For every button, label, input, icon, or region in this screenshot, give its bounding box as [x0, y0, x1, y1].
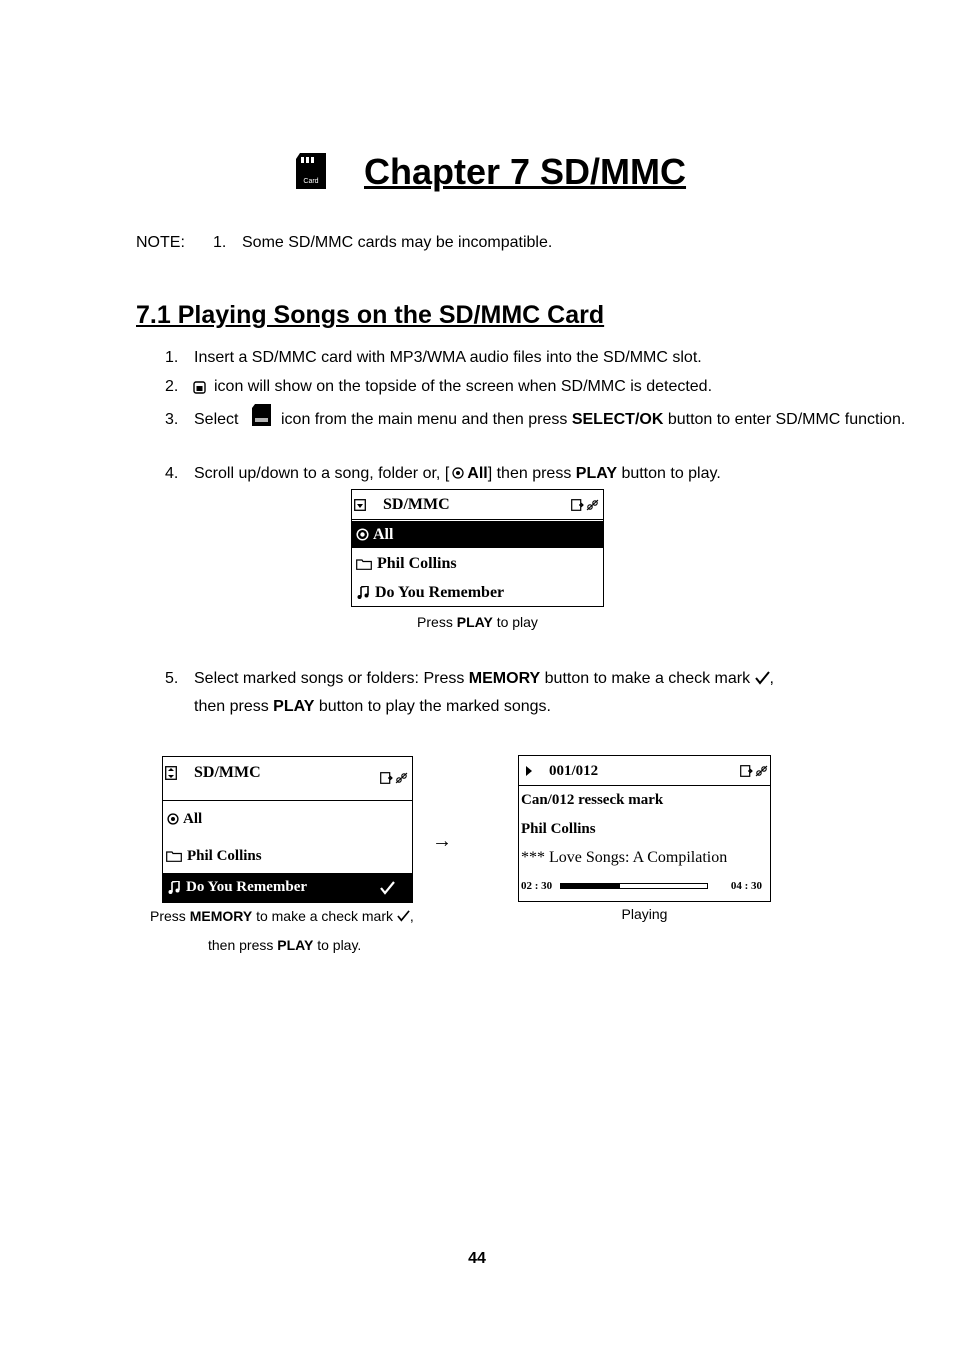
lcd-item-label: All — [373, 525, 394, 543]
note-text: Some SD/MMC cards may be incompatible. — [242, 234, 553, 251]
lcd-header — [163, 759, 412, 787]
step-3-text: icon from the main menu and then press SELECT/OK button to enter SD/MMC function. — [281, 411, 906, 428]
lcd-item-all[interactable] — [163, 807, 412, 831]
lcd-item-all[interactable] — [352, 521, 603, 548]
lcd-screen-browse — [351, 489, 604, 607]
target-icon — [452, 467, 464, 479]
repeat-indicator-icon — [395, 772, 408, 784]
screen2-caption-line1: Press MEMORY to make a check mark , — [150, 908, 414, 924]
lcd-item-label: Do You Remember — [186, 879, 308, 895]
step-4-text: Scroll up/down to a song, folder or, [ All] then press PLAY button to play. — [194, 465, 721, 482]
lcd-status-icons — [571, 499, 599, 511]
lcd-screen-memory — [162, 756, 413, 903]
artist-line: Phil Collins — [521, 820, 596, 837]
card-indicator-icon — [571, 499, 584, 511]
check-mark-icon — [755, 671, 770, 685]
chapter-title: Chapter 7 SD/MMC — [364, 151, 687, 192]
lcd-header — [519, 758, 770, 784]
step-4-number: 4. — [165, 465, 179, 482]
repeat-indicator-icon — [586, 499, 599, 511]
sd-card-menu-icon — [252, 404, 271, 426]
lcd-item-folder[interactable] — [352, 550, 603, 577]
target-icon — [167, 813, 179, 825]
step-2-text: icon will show on the topside of the screen when SD/MMC is detected. — [214, 378, 713, 395]
lcd-status-icons — [740, 765, 768, 777]
repeat-indicator-icon — [755, 765, 768, 777]
music-note-icon — [357, 586, 369, 599]
lcd-title: SD/MMC — [383, 496, 450, 513]
select-ok-label: SELECT/OK — [571, 411, 664, 428]
step-5-line2: then press PLAY button to play the marked songs. — [194, 698, 551, 715]
check-mark-icon — [397, 910, 410, 922]
album-line: *** Love Songs: A Compilation — [521, 849, 728, 866]
lcd-item-label: All — [183, 810, 203, 827]
lcd-item-label: Do You Remember — [375, 583, 505, 601]
sd-status-icon — [354, 499, 366, 511]
step-1-text: Insert a SD/MMC card with MP3/WMA audio files into the SD/MMC slot. — [194, 349, 702, 366]
progress-bar[interactable] — [560, 883, 708, 889]
scroll-updown-icon — [165, 766, 177, 780]
music-note-icon — [168, 881, 180, 894]
check-mark-icon — [380, 881, 395, 895]
lcd-header — [352, 492, 603, 518]
track-number: 001/012 — [549, 762, 599, 779]
target-icon — [356, 528, 369, 541]
step-1-number: 1. — [165, 349, 179, 366]
step-5-line1: Select marked songs or folders: Press MEMORY button to make a check mark , — [194, 670, 774, 687]
lcd-status-icons — [380, 772, 408, 784]
play-icon — [525, 766, 533, 776]
folder-icon — [166, 850, 182, 862]
screen1-caption: Press PLAY to play — [417, 614, 538, 630]
lcd-item-label: Phil Collins — [377, 554, 457, 572]
screen3-caption: Playing — [621, 906, 668, 922]
lcd-title: SD/MMC — [194, 764, 261, 781]
lcd-item-song[interactable] — [352, 579, 603, 606]
card-indicator-icon — [380, 772, 393, 784]
total-time: 04 : 30 — [730, 880, 762, 892]
section-title: 7.1 Playing Songs on the SD/MMC Card — [136, 301, 605, 329]
sd-status-icon — [193, 381, 206, 394]
step-3-select: Select — [194, 411, 239, 428]
step-5-number: 5. — [165, 670, 179, 687]
note-label: NOTE: — [136, 234, 185, 251]
lcd-item-song-checked[interactable] — [163, 873, 412, 902]
track-title-line: Can/012 resseck mark — [521, 791, 664, 808]
folder-icon — [356, 558, 372, 570]
sd-card-icon — [296, 153, 326, 189]
page-number: 44 — [468, 1250, 486, 1267]
step-3-number: 3. — [165, 411, 179, 428]
note-number: 1. — [213, 234, 227, 251]
svg-text:Card: Card — [303, 178, 319, 185]
lcd-screen-playing — [518, 755, 771, 902]
card-indicator-icon — [740, 765, 753, 777]
flow-arrow: → — [432, 830, 452, 852]
lcd-item-label: Phil Collins — [187, 847, 262, 864]
lcd-item-folder[interactable] — [163, 843, 412, 869]
elapsed-time: 02 : 30 — [521, 880, 553, 892]
progress-fill — [561, 884, 619, 888]
step-2-number: 2. — [165, 378, 179, 395]
screen2-caption-line2: then press PLAY to play. — [208, 937, 362, 953]
progress-row — [519, 876, 770, 896]
